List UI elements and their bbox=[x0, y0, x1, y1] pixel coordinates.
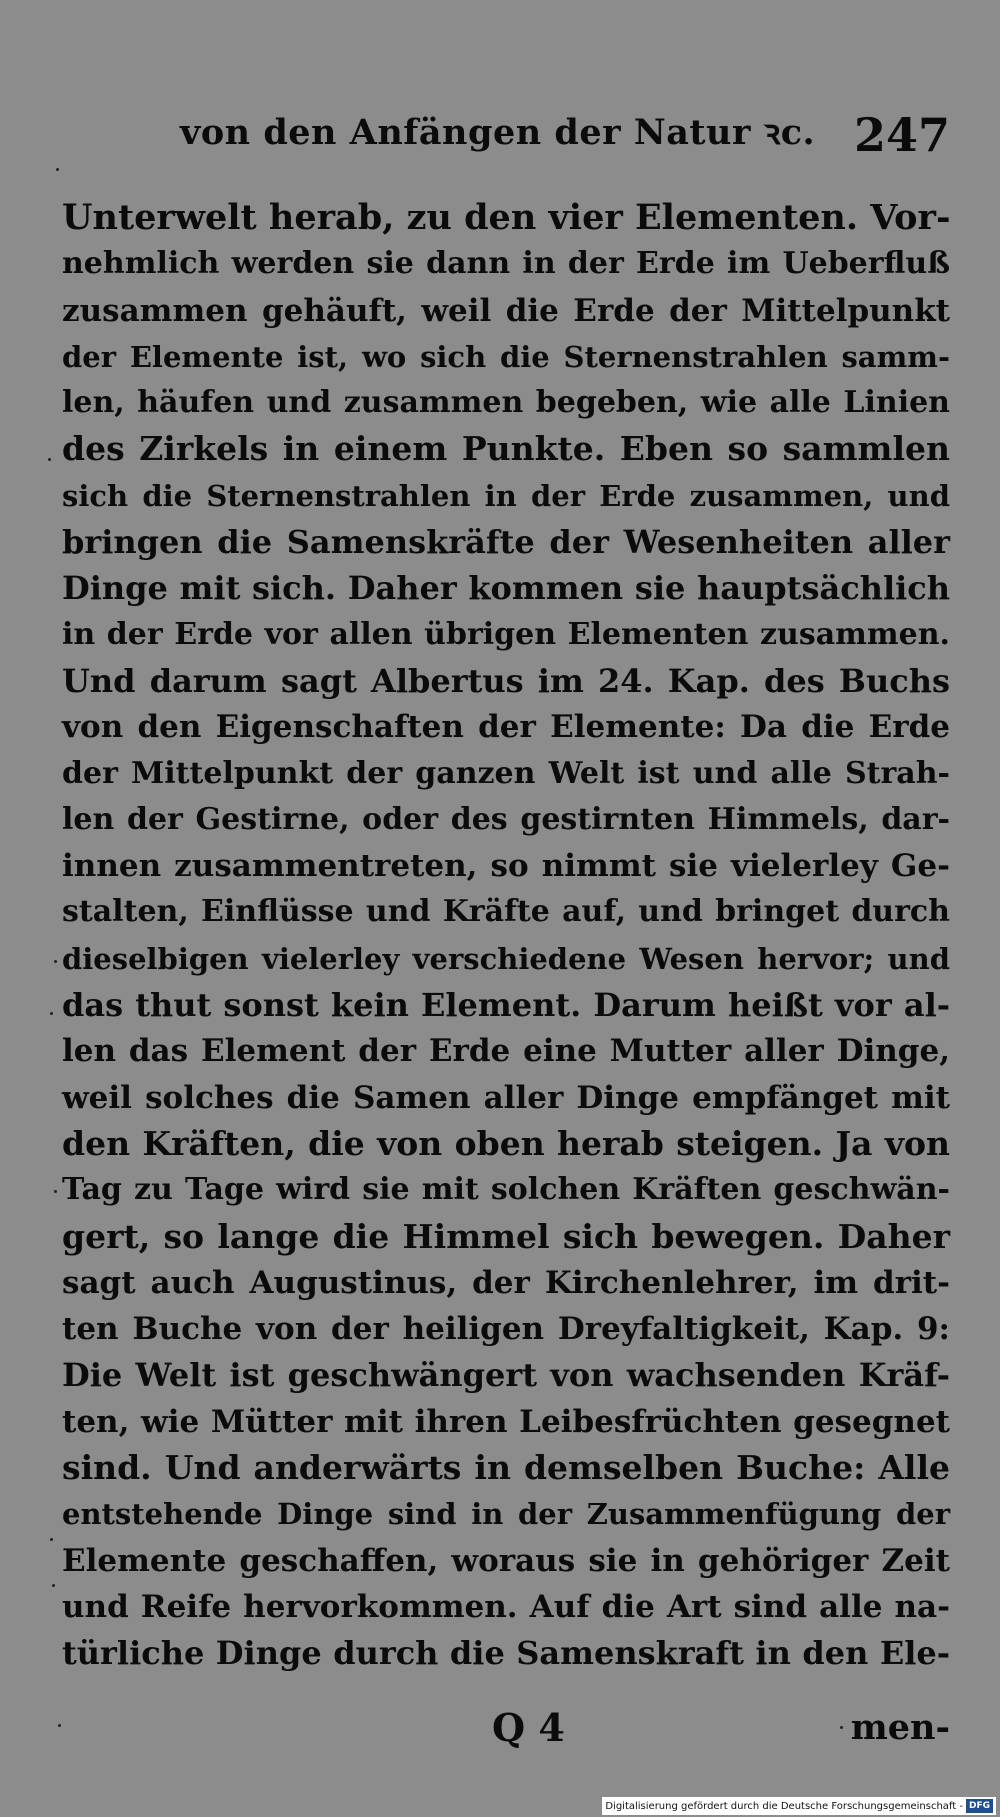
text-line: Tag zu Tage wird sie mit solchen Kräften geschwän- bbox=[62, 1172, 950, 1208]
text-line: Elemente geschaffen, woraus sie in gehöriger Zeit bbox=[62, 1542, 950, 1579]
text-line: und Reife hervorkommen. Auf die Art sind alle na- bbox=[62, 1588, 950, 1625]
paper-speck bbox=[58, 1724, 61, 1727]
running-title: von den Anfängen der Natur ꝛc. bbox=[180, 112, 816, 153]
text-line: sagt auch Augustinus, der Kirchenlehrer, im drit- bbox=[62, 1264, 950, 1301]
paper-speck bbox=[840, 1726, 843, 1729]
text-line: ten Buche von der heiligen Dreyfaltigkeit, Kap. 9: bbox=[62, 1311, 950, 1348]
dfg-logo-icon: DFG bbox=[966, 1799, 993, 1813]
text-line: Und darum sagt Albertus im 24. Kap. des Buchs bbox=[62, 661, 950, 700]
body-text bbox=[62, 195, 950, 1677]
text-line: sind. Und anderwärts in demselben Buche: Alle bbox=[62, 1448, 950, 1488]
text-line: Unterwelt herab, zu den vier Elementen. Vor- bbox=[62, 197, 951, 238]
paper-speck bbox=[50, 1538, 53, 1541]
text-line: ten, wie Mütter mit ihren Leibesfrüchten gesegnet bbox=[62, 1403, 950, 1440]
text-line: bringen die Samenskräfte der Wesenheiten aller bbox=[62, 523, 950, 562]
signature-mark: Q 4 bbox=[492, 1705, 565, 1750]
page-number: 247 bbox=[853, 108, 950, 162]
digitization-credit bbox=[602, 1797, 996, 1815]
credit-text: Digitalisierung gefördert durch die Deutsche Forschungsgemeinschaft - bbox=[605, 1800, 963, 1812]
paper-speck bbox=[48, 458, 51, 461]
text-line: der Mittelpunkt der ganzen Welt ist und alle Strah- bbox=[62, 755, 950, 791]
text-line: len das Element der Erde eine Mutter aller Dinge, bbox=[62, 1033, 950, 1070]
text-line: in der Erde vor allen übrigen Elementen zusammen. bbox=[62, 616, 950, 652]
text-line: zusammen gehäuft, weil die Erde der Mittelpunkt bbox=[62, 292, 950, 329]
text-line: den Kräften, die von oben herab steigen. Ja von bbox=[62, 1123, 950, 1163]
text-line: der Elemente ist, wo sich die Sternenstrahlen samm- bbox=[62, 339, 950, 374]
page-header bbox=[180, 108, 950, 168]
text-line: das thut sonst kein Element. Darum heißt vor al- bbox=[62, 986, 950, 1025]
catchword: men- bbox=[850, 1707, 950, 1748]
paper-speck bbox=[50, 1012, 53, 1015]
text-line: dieselbigen vielerley verschiedene Wesen hervor; und bbox=[62, 941, 950, 976]
text-line: gert, so lange die Himmel sich bewegen. Daher bbox=[62, 1216, 950, 1256]
text-line: von den Eigenschaften der Elemente: Da die Erde bbox=[62, 709, 950, 746]
text-line: sich die Sternenstrahlen in der Erde zusammen, und bbox=[62, 478, 950, 513]
text-line: entstehende Dinge sind in der Zusammenfügung der bbox=[62, 1497, 950, 1532]
paper-speck bbox=[52, 1584, 55, 1587]
text-line: türliche Dinge durch die Samenskraft in den Ele- bbox=[62, 1634, 950, 1673]
text-line: des Zirkels in einem Punkte. Eben so sammlen bbox=[62, 429, 950, 469]
paper-speck bbox=[56, 168, 59, 171]
page-footer bbox=[62, 1705, 950, 1755]
text-line: stalten, Einflüsse und Kräfte auf, und bringet durch bbox=[62, 894, 950, 930]
paper-speck bbox=[54, 960, 57, 963]
text-line: weil solches die Samen aller Dinge empfänget mit bbox=[62, 1079, 950, 1116]
text-line: Dinge mit sich. Daher kommen sie hauptsächlich bbox=[62, 569, 950, 608]
text-line: len der Gestirne, oder des gestirnten Himmels, dar- bbox=[62, 801, 950, 837]
text-line: len, häufen und zusammen begeben, wie alle Linien bbox=[62, 385, 950, 421]
text-line: nehmlich werden sie dann in der Erde im Ueberfluß bbox=[62, 246, 950, 282]
text-line: innen zusammentreten, so nimmt sie vielerley Ge- bbox=[62, 848, 950, 885]
text-line: Die Welt ist geschwängert von wachsenden Kräf- bbox=[62, 1356, 950, 1395]
paper-speck bbox=[54, 1190, 57, 1193]
